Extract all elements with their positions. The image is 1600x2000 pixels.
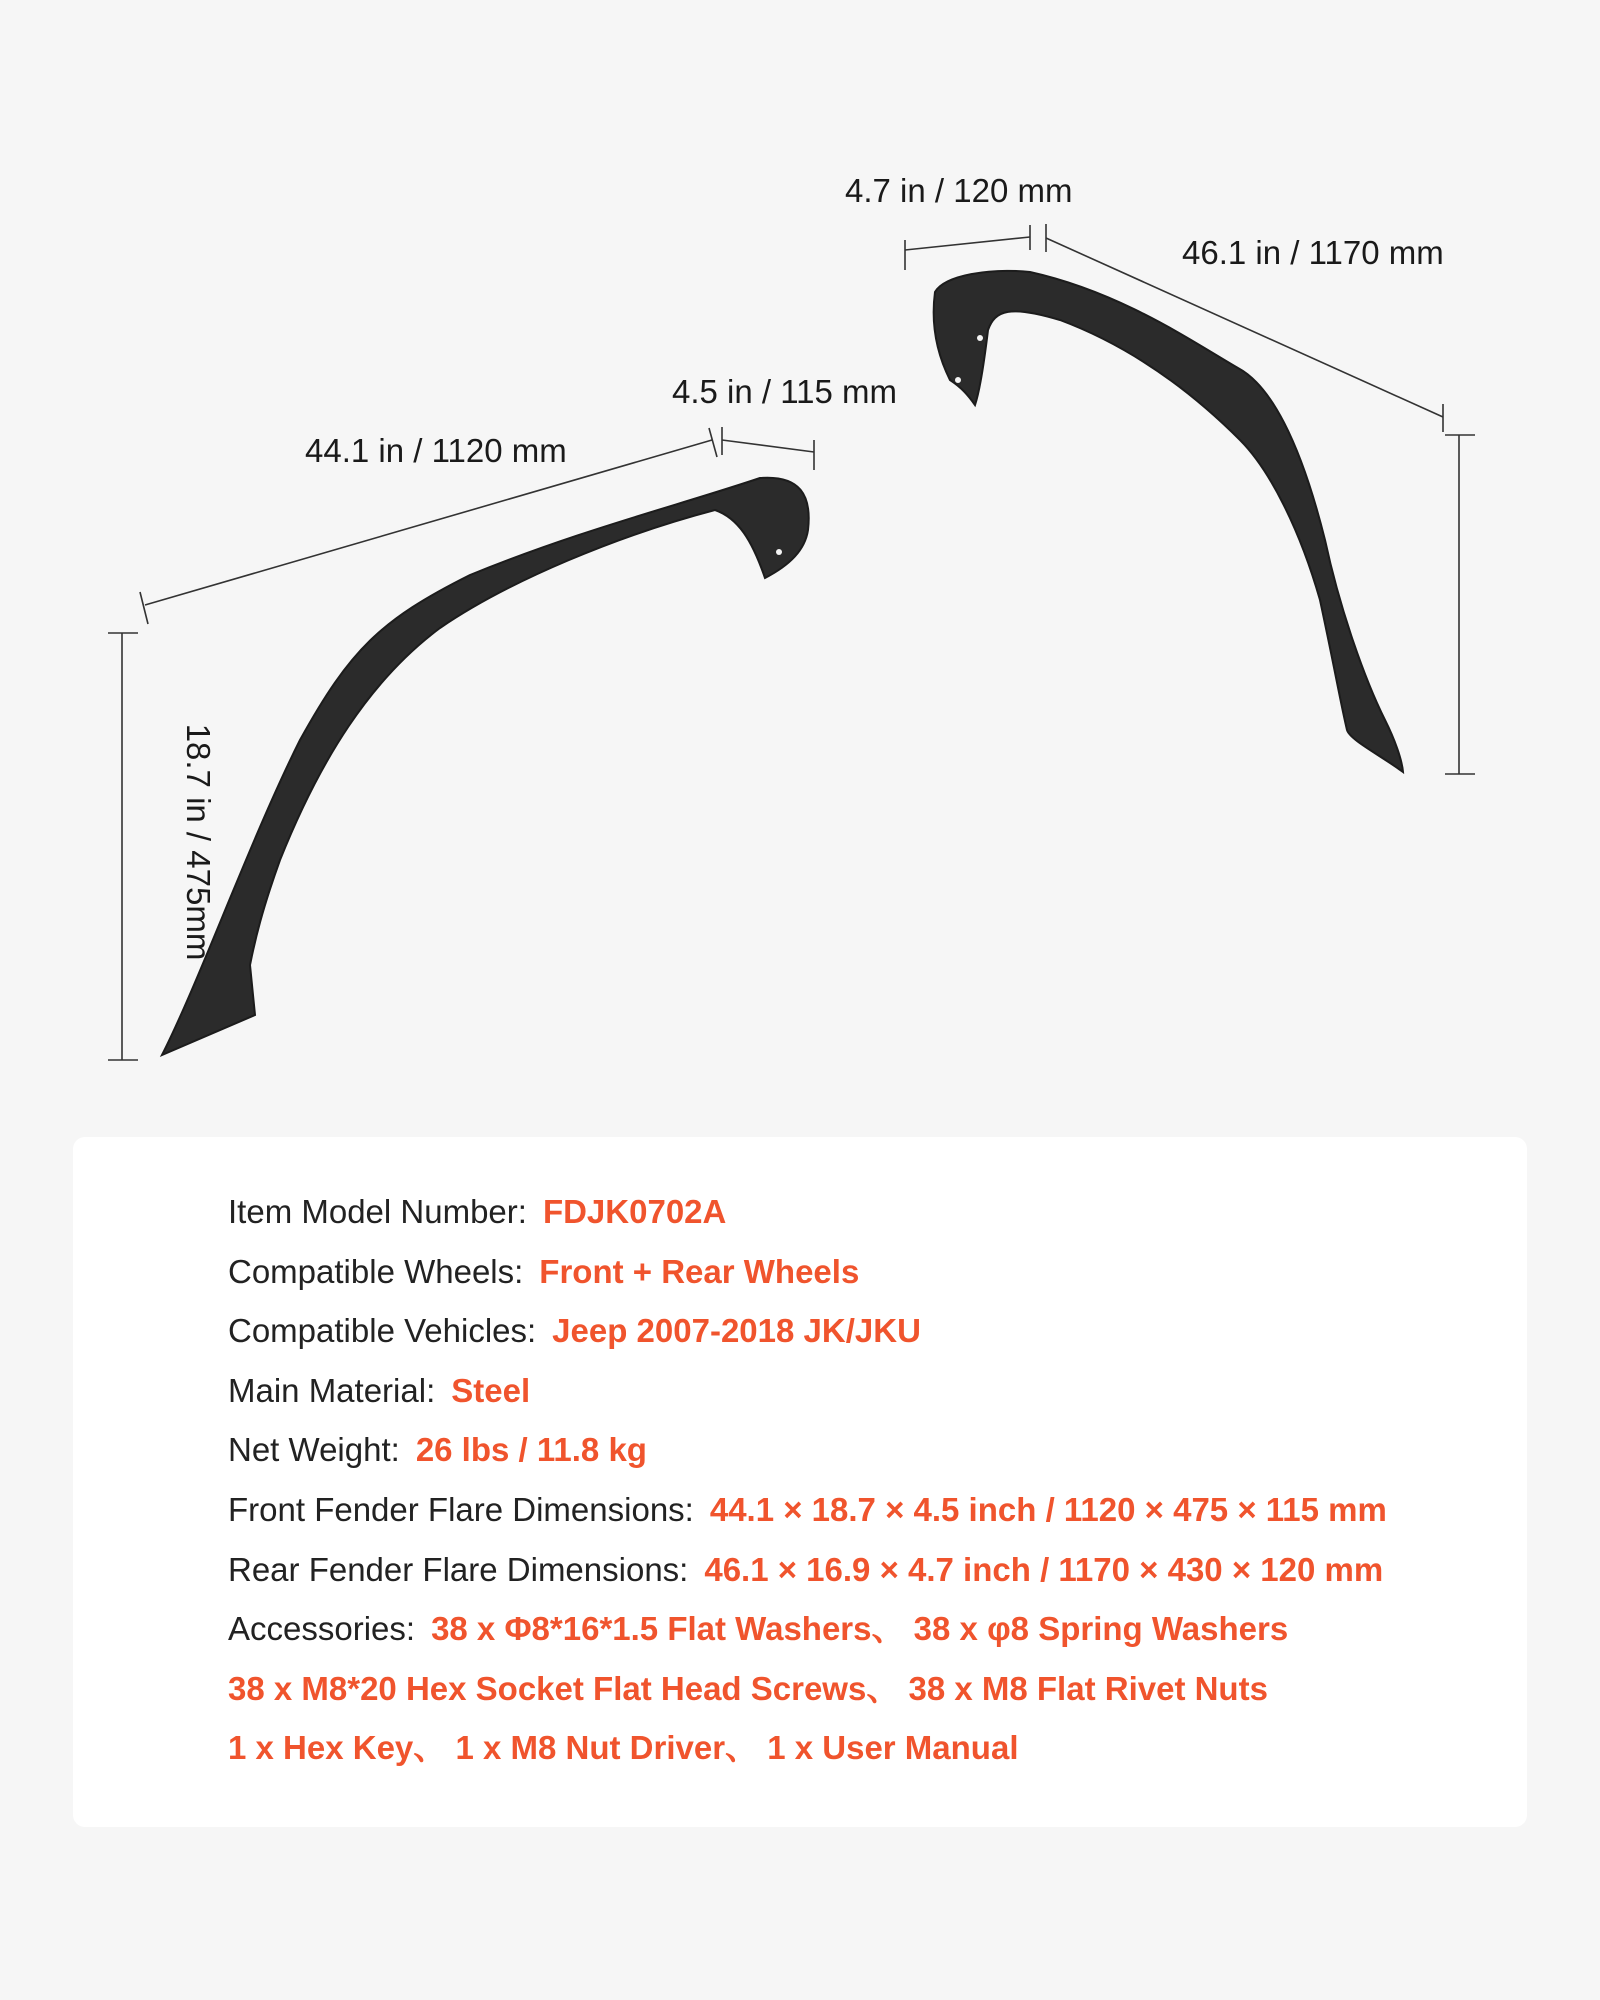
spec-row-accessories-continued-1 (228, 1669, 1268, 1709)
rear-fender-flare (934, 271, 1403, 772)
spec-value: 26 lbs / 11.8 kg (415, 1431, 647, 1468)
spec-row-wheels (228, 1252, 859, 1292)
rear-width-dimension (905, 225, 1030, 270)
spec-row-material (228, 1371, 530, 1411)
rear-flare-hole-2 (955, 377, 961, 383)
spec-value: Steel (451, 1372, 531, 1409)
spec-row-vehicles (228, 1311, 921, 1351)
front-length-label: 44.1 in / 1120 mm (305, 432, 567, 469)
spec-row-accessories-continued-2 (228, 1728, 1019, 1768)
spec-value: Front + Rear Wheels (539, 1253, 860, 1290)
spec-value: 46.1 × 16.9 × 4.7 inch / 1170 × 430 × 120 mm (704, 1551, 1384, 1588)
spec-label: Item Model Number: (228, 1193, 527, 1230)
rear-flare-hole-1 (977, 335, 983, 341)
spec-label: Compatible Wheels: (228, 1253, 524, 1290)
spec-value: 38 x Φ8*16*1.5 Flat Washers、 38 x φ8 Spring Washers (431, 1610, 1289, 1647)
spec-row-weight (228, 1430, 647, 1470)
rear-width-label: 4.7 in / 120 mm (845, 172, 1073, 209)
front-flare-hole (776, 549, 782, 555)
spec-value: 1 x Hex Key、 1 x M8 Nut Driver、 1 x User Manual (228, 1729, 1019, 1766)
spec-label: Net Weight: (228, 1431, 400, 1468)
rear-length-label: 46.1 in / 1170 mm (1182, 234, 1444, 271)
spec-value: FDJK0702A (542, 1193, 727, 1230)
spec-label: Front Fender Flare Dimensions: (228, 1491, 694, 1528)
spec-row-front-dimensions (228, 1490, 1387, 1530)
specs-card (73, 1137, 1527, 1827)
spec-value: Jeep 2007-2018 JK/JKU (552, 1312, 921, 1349)
spec-label: Rear Fender Flare Dimensions: (228, 1551, 689, 1588)
rear-height-dimension (1445, 435, 1475, 774)
spec-label: Main Material: (228, 1372, 436, 1409)
front-height-label: 18.7 in / 475mm (180, 723, 217, 961)
front-width-label: 4.5 in / 115 mm (672, 373, 897, 410)
spec-row-rear-dimensions (228, 1550, 1383, 1590)
front-width-dimension (722, 427, 814, 470)
front-fender-flare (162, 478, 809, 1055)
spec-value: 44.1 × 18.7 × 4.5 inch / 1120 × 475 × 115 mm (709, 1491, 1387, 1528)
spec-row-model (228, 1192, 726, 1232)
spec-label: Compatible Vehicles: (228, 1312, 537, 1349)
spec-row-accessories (228, 1609, 1288, 1649)
front-height-dimension (108, 633, 138, 1060)
spec-label: Accessories: (228, 1610, 416, 1647)
spec-value: 38 x M8*20 Hex Socket Flat Head Screws、 38 x M8 Flat Rivet Nuts (228, 1670, 1268, 1707)
